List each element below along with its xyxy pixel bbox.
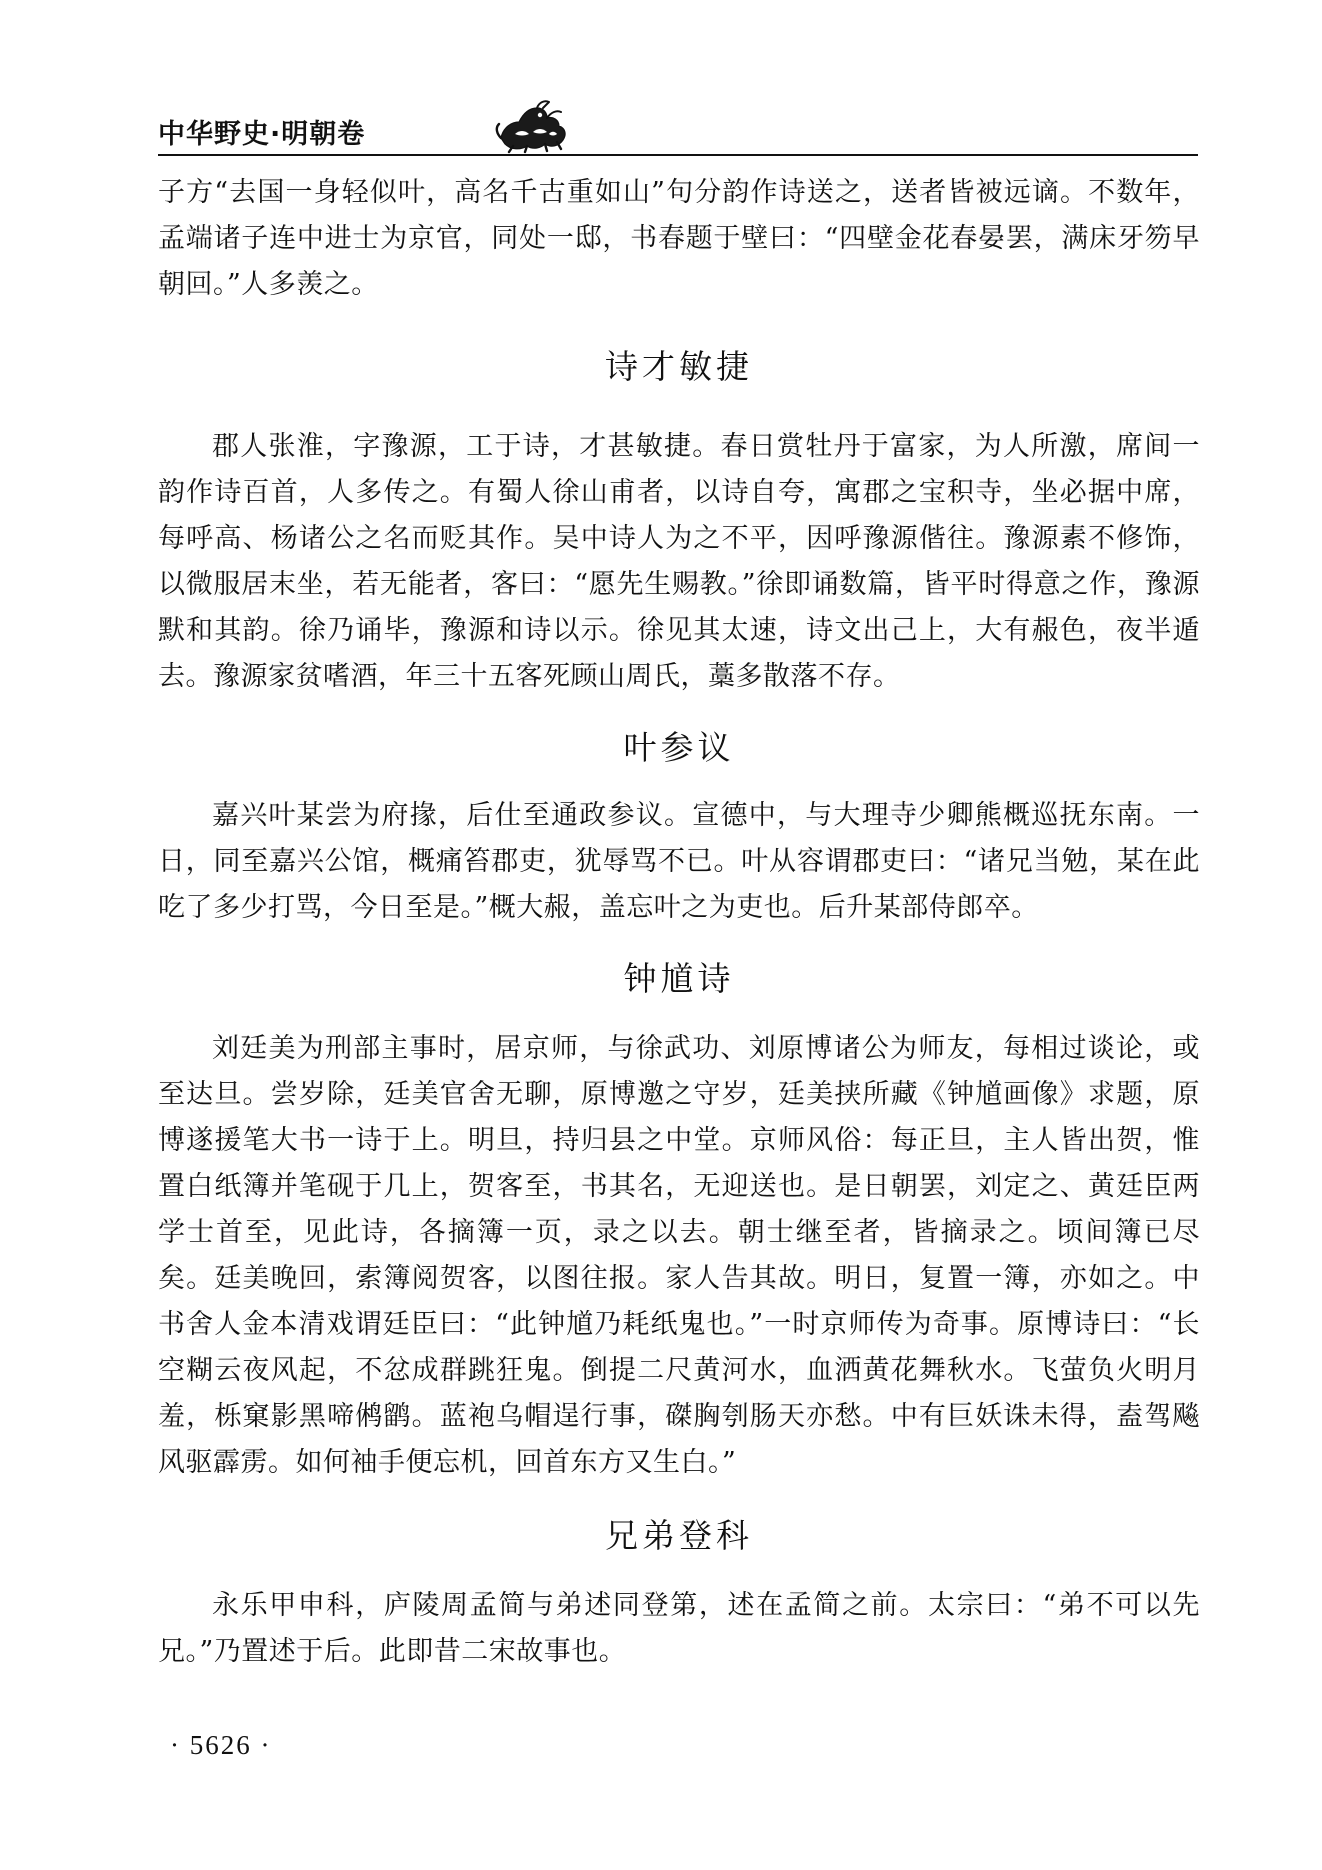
running-head bbox=[158, 108, 1198, 160]
body-paragraph: 子方“去国一身轻似叶，高名千古重如山”句分韵作诗送之，送者皆被远谪。不数年，孟端诸子连中进士为京官，同处一邸，书春题于壁曰：“四壁金花春晏罢，满床牙笏早朝回。”人多羡之。 bbox=[158, 177, 1200, 300]
page-body bbox=[158, 170, 1200, 1675]
section-title: 兄弟登科 bbox=[605, 1516, 753, 1555]
body-paragraph: 嘉兴叶某尝为府掾，后仕至通政参议。宣德中，与大理寺少卿熊概巡抚东南。一日，同至嘉兴公馆，概痛笞郡吏，犹辱骂不已。叶从容谓郡吏曰：“诸兄当勉，某在此吃了多少打骂，今日至是。”概大赧，盖忘叶之为吏也。后升某部侍郎卒。 bbox=[158, 800, 1200, 923]
section-title: 叶参议 bbox=[623, 728, 735, 767]
body-paragraph: 刘廷美为刑部主事时，居京师，与徐武功、刘原博诸公为师友，每相过谈论，或至达旦。尝岁除，廷美官舍无聊，原博邀之守岁，廷美挟所藏《钟馗画像》求题，原博遂援笔大书一诗于上。明旦，持归县之中堂。京师风俗：每正旦，主人皆出贺，惟置白纸簿并笔砚于几上，贺客至，书其名，无迎送也。是日朝罢，刘定之、黄廷臣两学士首至，见此诗，各摘簿一页，录之以去。朝士继至者，皆摘录之。顷间簿已尽矣。廷美晚回，索簿阅贺客，以图往报。家人告其故。明日，复置一簿，亦如之。中书舍人金本清戏谓廷臣曰：“此钟馗乃耗纸鬼也。”一时京师传为奇事。原博诗曰：“长空糊云夜风起，不忿成群跳狂鬼。倒提二尺黄河水，血洒黄花舞秋水。飞萤负火明月羞，栎窠影黑啼鸺鹠。蓝袍乌帽逞行事，磔胸刳肠天亦愁。中有巨妖诛未得，盍驾飚风驱霹雳。如何袖手便忘机，回首东方又生白。” bbox=[158, 1033, 1200, 1478]
section-title: 钟馗诗 bbox=[623, 959, 735, 998]
body-paragraph: 郡人张淮，字豫源，工于诗，才甚敏捷。春日赏牡丹于富家，为人所激，席间一韵作诗百首，人多传之。有蜀人徐山甫者，以诗自夸，寓郡之宝积寺，坐必据中席，每呼高、杨诸公之名而贬其作。吴中诗人为之不平，因呼豫源偕往。豫源素不修饰，以微服居末坐，若无能者，客曰：“愿先生赐教。”徐即诵数篇，皆平时得意之作，豫源默和其韵。徐乃诵毕，豫源和诗以示。徐见其太速，诗文出己上，大有赧色，夜半遁去。豫源家贫嗜酒，年三十五客死顾山周氏，藁多散落不存。 bbox=[158, 431, 1200, 692]
body-paragraph: 永乐甲申科，庐陵周孟简与弟述同登第，述在孟简之前。太宗曰：“弟不可以先兄。”乃置述于后。此即昔二宋故事也。 bbox=[158, 1590, 1200, 1667]
section-title: 诗才敏捷 bbox=[605, 347, 753, 386]
dragon-emblem-icon bbox=[493, 94, 571, 154]
header-rule bbox=[158, 154, 1198, 156]
book-title: 中华野史·明朝卷 bbox=[158, 119, 366, 150]
page-number: · 5626 · bbox=[170, 1730, 272, 1760]
